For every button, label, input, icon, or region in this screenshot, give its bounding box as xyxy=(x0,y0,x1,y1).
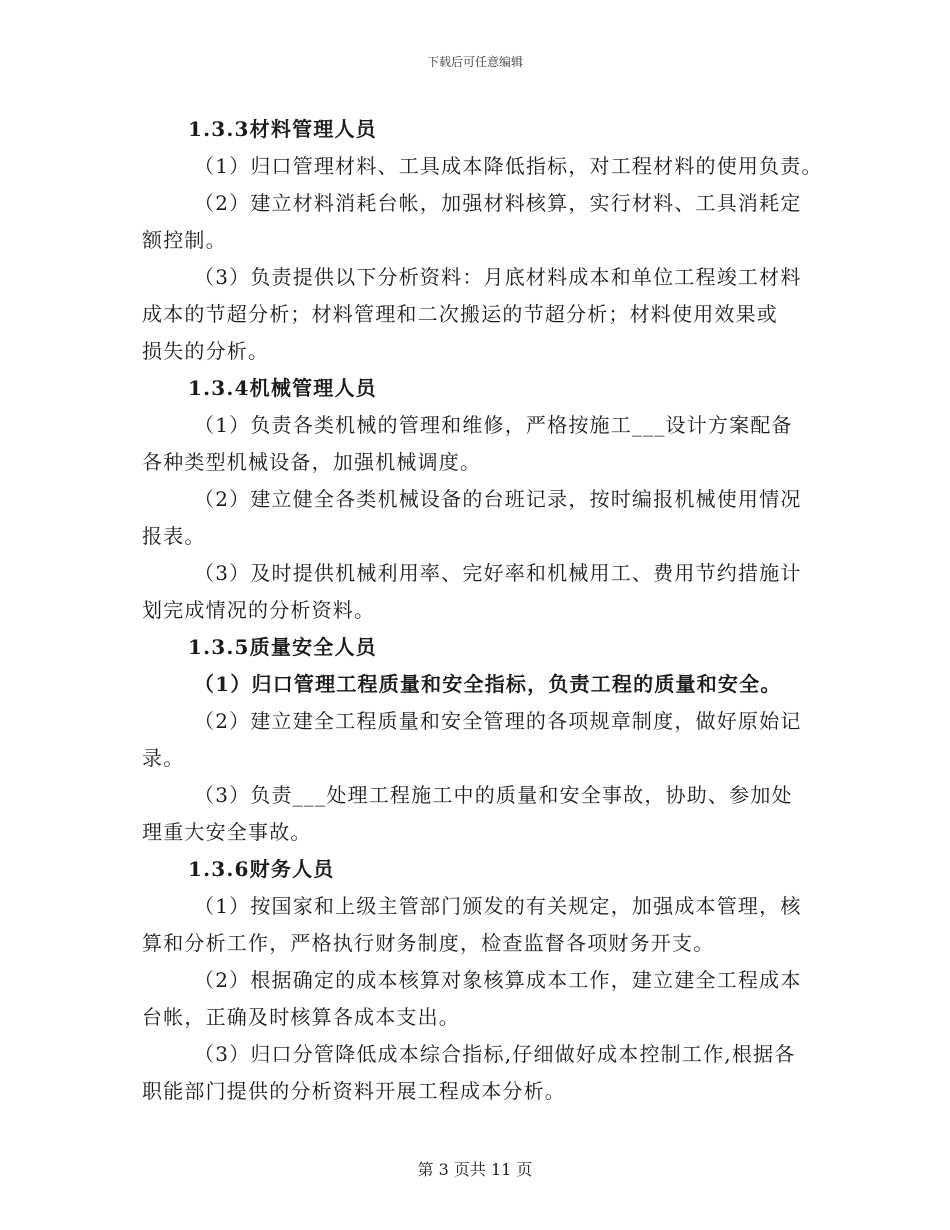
text-line: （1）按国家和上级主管部门颁发的有关规定，加强成本管理，核 xyxy=(194,894,802,918)
text-line: （1）归口管理工程质量和安全指标，负责工程的质量和安全。 xyxy=(194,672,782,696)
document-body xyxy=(142,111,842,1110)
page-footer: 第 3 页共 11 页 xyxy=(417,1160,533,1179)
section-heading: 1.3.4机械管理人员 xyxy=(188,376,377,400)
text-line: （1）归口管理材料、工具成本降低指标，对工程材料的使用负责。 xyxy=(194,154,823,178)
text-line: 录。 xyxy=(142,746,185,770)
text-line: （3）负责提供以下分析资料：月底材料成本和单位工程竣工材料 xyxy=(194,265,802,289)
text-line: （2）建立建全工程质量和安全管理的各项规章制度，做好原始记 xyxy=(194,709,802,733)
text-line: 各种类型机械设备，加强机械调度。 xyxy=(142,450,482,474)
text-line: （3）负责___处理工程施工中的质量和安全事故，协助、参加处 xyxy=(194,783,793,807)
section-heading: 1.3.5质量安全人员 xyxy=(188,635,377,659)
section-heading: 1.3.6财务人员 xyxy=(188,857,335,881)
text-line: 报表。 xyxy=(142,524,206,548)
text-line: （2）建立材料消耗台帐，加强材料核算，实行材料、工具消耗定 xyxy=(194,191,802,215)
page-header: 下载后可任意编辑 xyxy=(426,55,523,69)
text-line: （3）及时提供机械利用率、完好率和机械用工、费用节约措施计 xyxy=(194,561,802,585)
text-line: 算和分析工作，严格执行财务制度，检查监督各项财务开支。 xyxy=(142,931,715,955)
text-line: 额控制。 xyxy=(142,228,227,252)
text-line: （1）负责各类机械的管理和维修，严格按施工___设计方案配备 xyxy=(194,413,793,437)
text-line: 理重大安全事故。 xyxy=(142,820,312,844)
text-line: 职能部门提供的分析资料开展工程成本分析。 xyxy=(142,1079,566,1103)
text-line: 划完成情况的分析资料。 xyxy=(142,598,376,622)
section-heading: 1.3.3材料管理人员 xyxy=(188,117,377,141)
text-line: 台帐，正确及时核算各成本支出。 xyxy=(142,1005,460,1029)
text-line: （3）归口分管降低成本综合指标,仔细做好成本控制工作,根据各 xyxy=(194,1042,796,1066)
text-line: 成本的节超分析；材料管理和二次搬运的节超分析；材料使用效果或 xyxy=(142,302,778,326)
text-line: （2）建立健全各类机械设备的台班记录，按时编报机械使用情况 xyxy=(194,487,802,511)
text-line: 损失的分析。 xyxy=(142,339,270,363)
text-line: （2）根据确定的成本核算对象核算成本工作，建立建全工程成本 xyxy=(194,968,802,992)
